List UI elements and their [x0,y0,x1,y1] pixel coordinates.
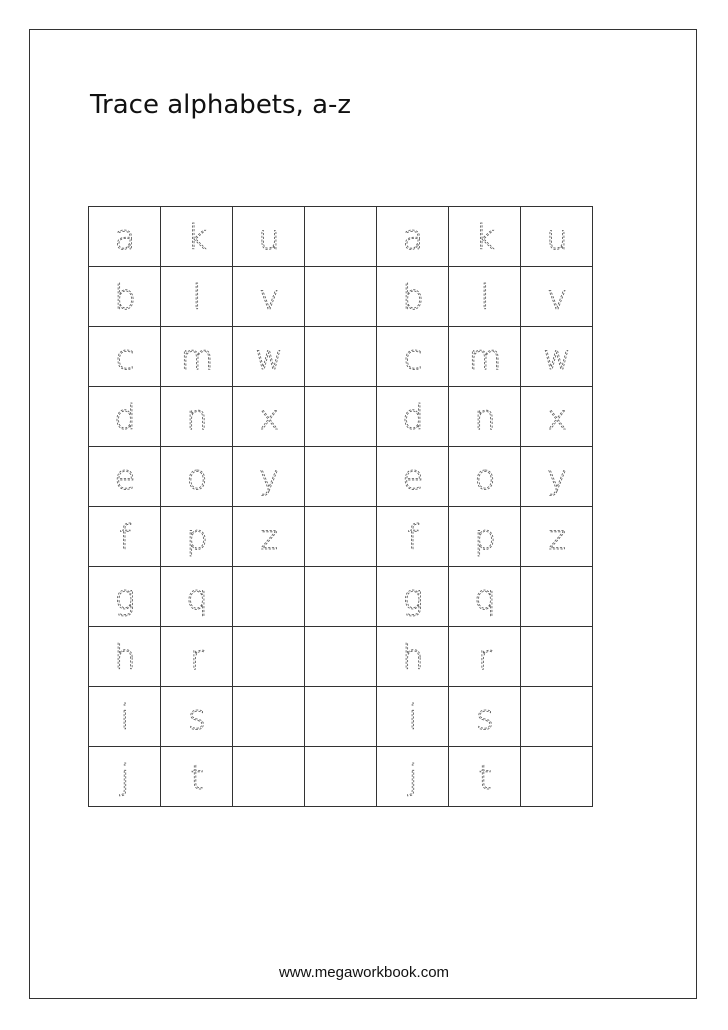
trace-letter: z [547,517,566,558]
trace-cell [449,507,521,567]
trace-letter: b [401,277,424,318]
empty-cell [521,747,593,807]
trace-letter: l [479,277,490,318]
trace-cell [233,327,305,387]
trace-letter: o [186,457,207,498]
trace-letter: p [185,517,208,558]
trace-cell [89,447,161,507]
grid-row [89,747,593,807]
trace-letter: l [191,277,202,318]
trace-cell [233,387,305,447]
trace-cell [233,267,305,327]
trace-cell [521,447,593,507]
grid-row [89,267,593,327]
dotted-letter [383,449,443,505]
trace-cell [161,207,233,267]
dotted-letter [383,209,443,265]
trace-letter: t [477,757,492,798]
trace-letter: k [474,217,495,258]
trace-letter: a [402,217,423,258]
trace-cell [449,327,521,387]
trace-cell [233,207,305,267]
trace-cell [233,507,305,567]
empty-cell [305,447,377,507]
dotted-letter [383,629,443,685]
dotted-letter [239,209,299,265]
trace-cell [377,747,449,807]
empty-cell [305,747,377,807]
trace-cell [161,687,233,747]
dotted-letter [95,749,155,805]
worksheet-title: Trace alphabets, a-z [90,90,352,120]
trace-letter: y [546,457,567,498]
dotted-letter [167,329,227,385]
grid-row [89,387,593,447]
trace-letter: s [187,697,206,738]
trace-cell [89,387,161,447]
empty-cell [233,747,305,807]
dotted-letter [95,629,155,685]
dotted-letter [455,329,515,385]
dotted-letter [383,749,443,805]
grid-row [89,327,593,387]
dotted-letter [455,209,515,265]
trace-letter: r [189,637,204,678]
trace-cell [89,327,161,387]
trace-cell [89,747,161,807]
dotted-letter [383,389,443,445]
dotted-letter [527,509,587,565]
trace-letter: q [473,577,496,618]
trace-letter: x [258,397,279,438]
empty-cell [521,627,593,687]
trace-cell [449,267,521,327]
trace-letter: q [185,577,208,618]
trace-cell [89,207,161,267]
trace-letter: d [401,397,424,438]
trace-letter: f [406,517,419,558]
trace-cell [161,447,233,507]
grid-row [89,627,593,687]
trace-letter: u [257,217,280,258]
trace-letter: h [401,637,424,678]
trace-cell [89,567,161,627]
dotted-letter [167,749,227,805]
trace-cell [377,267,449,327]
dotted-letter [383,509,443,565]
trace-cell [89,687,161,747]
trace-letter: o [474,457,495,498]
dotted-letter [95,449,155,505]
footer-website: www.megaworkbook.com [278,964,450,981]
trace-letter: u [545,217,568,258]
dotted-letter [239,389,299,445]
trace-cell [449,747,521,807]
trace-cell [377,207,449,267]
trace-letter: r [477,637,492,678]
trace-cell [449,687,521,747]
trace-letter: g [114,577,135,618]
trace-cell [161,387,233,447]
empty-cell [521,687,593,747]
dotted-letter [455,269,515,325]
dotted-letter [527,329,587,385]
empty-cell [305,507,377,567]
dotted-letter [95,389,155,445]
empty-cell [233,627,305,687]
grid-row [89,567,593,627]
trace-letter: m [467,337,502,378]
trace-letter: m [179,337,214,378]
dotted-letter [95,269,155,325]
dotted-letter [383,689,443,745]
trace-cell [89,627,161,687]
trace-letter: e [402,457,423,498]
trace-cell [89,507,161,567]
dotted-letter [167,449,227,505]
trace-letter: n [473,397,496,438]
trace-letter: h [113,637,136,678]
dotted-letter [95,329,155,385]
trace-cell [521,387,593,447]
trace-letter: n [185,397,208,438]
trace-letter: b [113,277,136,318]
dotted-letter [239,449,299,505]
empty-cell [305,327,377,387]
empty-cell [305,387,377,447]
dotted-letter [527,209,587,265]
dotted-letter [455,749,515,805]
trace-cell [161,267,233,327]
dotted-letter [167,569,227,625]
trace-letter: v [258,277,279,318]
trace-letter: y [258,457,279,498]
trace-letter: a [114,217,135,258]
grid-row [89,687,593,747]
trace-cell [377,387,449,447]
trace-cell [377,687,449,747]
dotted-letter [239,509,299,565]
trace-cell [161,627,233,687]
trace-cell [161,567,233,627]
dotted-letter [167,209,227,265]
trace-letter: j [407,757,418,798]
dotted-letter [167,389,227,445]
tracing-grid-body [89,207,593,807]
trace-cell [521,327,593,387]
empty-cell [305,627,377,687]
trace-cell [377,327,449,387]
trace-letter: s [475,697,494,738]
trace-cell [449,567,521,627]
trace-letter: i [407,697,418,738]
trace-cell [377,567,449,627]
trace-letter: i [119,697,130,738]
empty-cell [305,567,377,627]
trace-letter: e [114,457,135,498]
trace-cell [521,507,593,567]
dotted-letter [455,689,515,745]
dotted-letter [239,269,299,325]
trace-cell [377,447,449,507]
empty-cell [305,267,377,327]
trace-letter: d [113,397,136,438]
trace-cell [377,627,449,687]
dotted-letter [455,629,515,685]
grid-row [89,507,593,567]
grid-row [89,447,593,507]
trace-letter: k [186,217,207,258]
trace-letter: x [546,397,567,438]
tracing-grid [88,206,593,807]
trace-cell [161,327,233,387]
dotted-letter [455,449,515,505]
trace-letter: j [119,757,130,798]
dotted-letter [383,269,443,325]
empty-cell [521,567,593,627]
empty-cell [233,567,305,627]
dotted-letter [167,269,227,325]
trace-cell [449,627,521,687]
trace-letter: w [254,337,283,378]
dotted-letter [95,209,155,265]
dotted-letter [383,329,443,385]
dotted-letter [95,569,155,625]
trace-letter: v [546,277,567,318]
empty-cell [305,687,377,747]
empty-cell [233,687,305,747]
trace-cell [449,387,521,447]
dotted-letter [383,569,443,625]
trace-letter: p [473,517,496,558]
dotted-letter [527,269,587,325]
trace-cell [233,447,305,507]
trace-letter: w [542,337,571,378]
dotted-letter [167,689,227,745]
trace-cell [161,747,233,807]
dotted-letter [167,629,227,685]
trace-cell [521,267,593,327]
dotted-letter [455,569,515,625]
dotted-letter [527,389,587,445]
trace-cell [521,207,593,267]
dotted-letter [455,389,515,445]
trace-cell [449,207,521,267]
dotted-letter [95,689,155,745]
trace-cell [161,507,233,567]
trace-letter: c [115,337,134,378]
trace-cell [89,267,161,327]
dotted-letter [95,509,155,565]
trace-letter: f [118,517,131,558]
dotted-letter [527,449,587,505]
dotted-letter [455,509,515,565]
trace-letter: t [189,757,204,798]
trace-letter: z [259,517,278,558]
empty-cell [305,207,377,267]
trace-cell [377,507,449,567]
dotted-letter [167,509,227,565]
dotted-letter [239,329,299,385]
trace-cell [449,447,521,507]
grid-row [89,207,593,267]
trace-letter: g [402,577,423,618]
trace-letter: c [403,337,422,378]
